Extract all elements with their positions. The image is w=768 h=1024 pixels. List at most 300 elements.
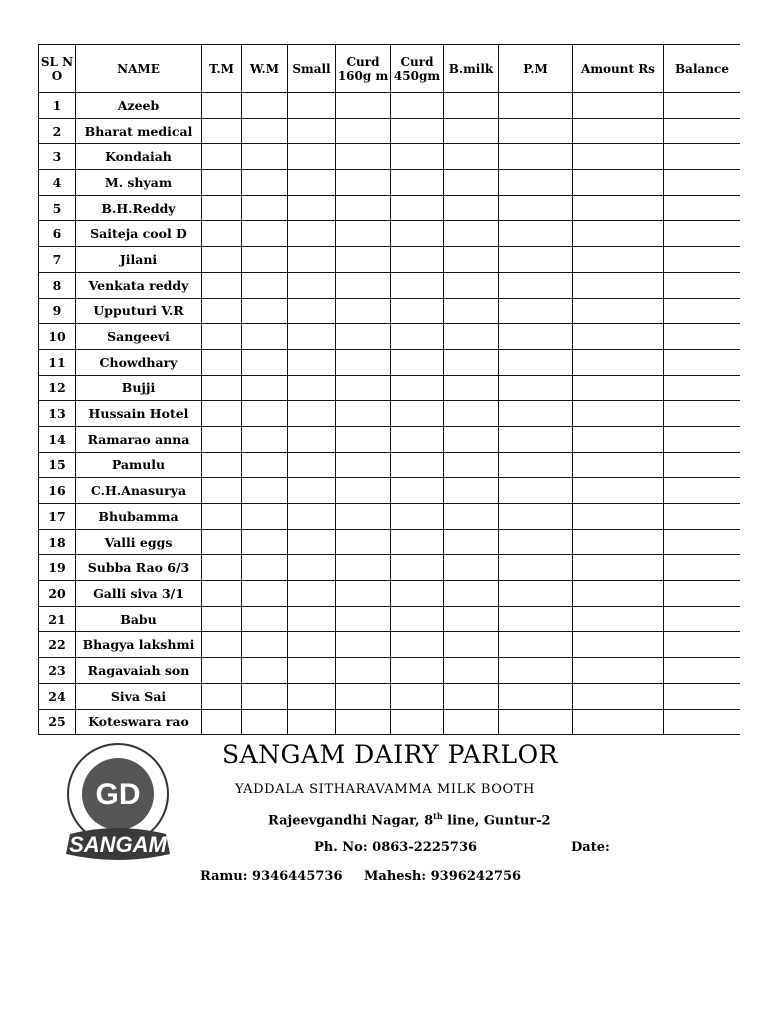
- cell-amount[interactable]: [573, 401, 664, 427]
- table-row: [39, 478, 741, 504]
- cell-bmilk[interactable]: [444, 658, 499, 684]
- cell-pm[interactable]: [499, 195, 573, 221]
- cell-small[interactable]: [288, 272, 336, 298]
- cell-wm[interactable]: [242, 426, 288, 452]
- cell-tm[interactable]: [202, 452, 242, 478]
- cell-wm[interactable]: [242, 683, 288, 709]
- table-row: [39, 247, 741, 273]
- cell-name: Ramarao anna: [76, 426, 202, 452]
- cell-small[interactable]: [288, 452, 336, 478]
- cell-sl: 1: [39, 93, 76, 119]
- cell-curd160[interactable]: [336, 195, 391, 221]
- cell-name: B.H.Reddy: [76, 195, 202, 221]
- cell-wm[interactable]: [242, 478, 288, 504]
- header-tm: T.M: [202, 45, 242, 93]
- cell-small[interactable]: [288, 401, 336, 427]
- cell-pm[interactable]: [499, 581, 573, 607]
- cell-wm[interactable]: [242, 298, 288, 324]
- cell-balance[interactable]: [664, 144, 741, 170]
- cell-curd450[interactable]: [391, 324, 444, 350]
- contact-ramu: Ramu: 9346445736: [200, 869, 343, 884]
- cell-balance[interactable]: [664, 375, 741, 401]
- cell-tm[interactable]: [202, 478, 242, 504]
- cell-curd160[interactable]: [336, 658, 391, 684]
- cell-small[interactable]: [288, 555, 336, 581]
- cell-sl: 17: [39, 504, 76, 530]
- cell-balance[interactable]: [664, 683, 741, 709]
- cell-wm[interactable]: [242, 632, 288, 658]
- cell-wm[interactable]: [242, 375, 288, 401]
- cell-amount[interactable]: [573, 247, 664, 273]
- cell-amount[interactable]: [573, 529, 664, 555]
- cell-bmilk[interactable]: [444, 195, 499, 221]
- cell-tm[interactable]: [202, 606, 242, 632]
- cell-balance[interactable]: [664, 349, 741, 375]
- cell-tm[interactable]: [202, 221, 242, 247]
- cell-small[interactable]: [288, 504, 336, 530]
- cell-bmilk[interactable]: [444, 349, 499, 375]
- cell-pm[interactable]: [499, 606, 573, 632]
- cell-name: M. shyam: [76, 170, 202, 196]
- cell-balance[interactable]: [664, 581, 741, 607]
- cell-tm[interactable]: [202, 581, 242, 607]
- cell-curd450[interactable]: [391, 606, 444, 632]
- cell-bmilk[interactable]: [444, 426, 499, 452]
- cell-pm[interactable]: [499, 221, 573, 247]
- cell-name: Ragavaiah son: [76, 658, 202, 684]
- cell-curd450[interactable]: [391, 170, 444, 196]
- cell-name: Upputuri V.R: [76, 298, 202, 324]
- cell-curd450[interactable]: [391, 118, 444, 144]
- cell-name: Bujji: [76, 375, 202, 401]
- cell-wm[interactable]: [242, 247, 288, 273]
- cell-amount[interactable]: [573, 170, 664, 196]
- cell-sl: 16: [39, 478, 76, 504]
- table-row: [39, 504, 741, 530]
- cell-curd450[interactable]: [391, 478, 444, 504]
- cell-wm[interactable]: [242, 118, 288, 144]
- cell-pm[interactable]: [499, 683, 573, 709]
- address: [268, 811, 551, 828]
- cell-pm[interactable]: [499, 632, 573, 658]
- cell-pm[interactable]: [499, 401, 573, 427]
- cell-bmilk[interactable]: [444, 401, 499, 427]
- cell-curd450[interactable]: [391, 272, 444, 298]
- cell-small[interactable]: [288, 247, 336, 273]
- cell-tm[interactable]: [202, 504, 242, 530]
- cell-curd160[interactable]: [336, 144, 391, 170]
- cell-balance[interactable]: [664, 221, 741, 247]
- cell-curd450[interactable]: [391, 529, 444, 555]
- phone-number: Ph. No: 0863-2225736: [314, 840, 478, 855]
- cell-sl: 20: [39, 581, 76, 607]
- cell-small[interactable]: [288, 375, 336, 401]
- cell-amount[interactable]: [573, 606, 664, 632]
- cell-amount[interactable]: [573, 504, 664, 530]
- cell-wm[interactable]: [242, 93, 288, 119]
- cell-bmilk[interactable]: [444, 606, 499, 632]
- table-row: [39, 118, 741, 144]
- cell-sl: 14: [39, 426, 76, 452]
- cell-curd160[interactable]: [336, 375, 391, 401]
- cell-pm[interactable]: [499, 272, 573, 298]
- cell-wm[interactable]: [242, 144, 288, 170]
- cell-bmilk[interactable]: [444, 529, 499, 555]
- cell-tm[interactable]: [202, 375, 242, 401]
- cell-balance[interactable]: [664, 529, 741, 555]
- cell-bmilk[interactable]: [444, 555, 499, 581]
- date-label: Date:: [571, 840, 610, 855]
- ledger-table-wrap: [38, 44, 740, 748]
- cell-amount[interactable]: [573, 632, 664, 658]
- cell-tm[interactable]: [202, 170, 242, 196]
- cell-curd450[interactable]: [391, 683, 444, 709]
- cell-curd450[interactable]: [391, 426, 444, 452]
- cell-pm[interactable]: [499, 349, 573, 375]
- cell-small[interactable]: [288, 683, 336, 709]
- cell-sl: 15: [39, 452, 76, 478]
- cell-wm[interactable]: [242, 170, 288, 196]
- cell-amount[interactable]: [573, 118, 664, 144]
- cell-wm[interactable]: [242, 195, 288, 221]
- cell-small[interactable]: [288, 632, 336, 658]
- cell-small[interactable]: [288, 709, 336, 735]
- table-row: [39, 144, 741, 170]
- cell-pm[interactable]: [499, 709, 573, 735]
- header-sl: SL N O: [39, 45, 76, 93]
- cell-wm[interactable]: [242, 452, 288, 478]
- cell-pm[interactable]: [499, 504, 573, 530]
- table-row: [39, 221, 741, 247]
- cell-amount[interactable]: [573, 298, 664, 324]
- cell-bmilk[interactable]: [444, 144, 499, 170]
- cell-wm[interactable]: [242, 272, 288, 298]
- cell-tm[interactable]: [202, 632, 242, 658]
- cell-balance[interactable]: [664, 555, 741, 581]
- cell-name: Siva Sai: [76, 683, 202, 709]
- cell-balance[interactable]: [664, 632, 741, 658]
- cell-tm[interactable]: [202, 401, 242, 427]
- cell-sl: 19: [39, 555, 76, 581]
- cell-pm[interactable]: [499, 452, 573, 478]
- cell-amount[interactable]: [573, 426, 664, 452]
- cell-name: Azeeb: [76, 93, 202, 119]
- header-curd160: Curd 160g m: [336, 45, 391, 93]
- cell-tm[interactable]: [202, 658, 242, 684]
- cell-name: Kondaiah: [76, 144, 202, 170]
- cell-tm[interactable]: [202, 247, 242, 273]
- logo-wordmark: SANGAM: [69, 832, 167, 857]
- cell-bmilk[interactable]: [444, 581, 499, 607]
- cell-name: Koteswara rao: [76, 709, 202, 735]
- cell-curd450[interactable]: [391, 375, 444, 401]
- cell-pm[interactable]: [499, 247, 573, 273]
- cell-curd160[interactable]: [336, 555, 391, 581]
- cell-amount[interactable]: [573, 221, 664, 247]
- cell-sl: 12: [39, 375, 76, 401]
- cell-curd160[interactable]: [336, 709, 391, 735]
- cell-curd160[interactable]: [336, 529, 391, 555]
- cell-amount[interactable]: [573, 709, 664, 735]
- cell-bmilk[interactable]: [444, 452, 499, 478]
- cell-pm[interactable]: [499, 529, 573, 555]
- cell-amount[interactable]: [573, 93, 664, 119]
- cell-curd450[interactable]: [391, 658, 444, 684]
- table-row: [39, 349, 741, 375]
- cell-tm[interactable]: [202, 298, 242, 324]
- cell-name: Bharat medical: [76, 118, 202, 144]
- cell-balance[interactable]: [664, 426, 741, 452]
- cell-curd160[interactable]: [336, 478, 391, 504]
- cell-balance[interactable]: [664, 272, 741, 298]
- cell-amount[interactable]: [573, 555, 664, 581]
- cell-small[interactable]: [288, 324, 336, 350]
- cell-name: Jilani: [76, 247, 202, 273]
- cell-amount[interactable]: [573, 195, 664, 221]
- cell-sl: 6: [39, 221, 76, 247]
- table-row: [39, 93, 741, 119]
- header-name: NAME: [76, 45, 202, 93]
- cell-small[interactable]: [288, 658, 336, 684]
- cell-pm[interactable]: [499, 298, 573, 324]
- cell-balance[interactable]: [664, 247, 741, 273]
- cell-curd450[interactable]: [391, 401, 444, 427]
- cell-bmilk[interactable]: [444, 324, 499, 350]
- cell-curd160[interactable]: [336, 683, 391, 709]
- cell-pm[interactable]: [499, 478, 573, 504]
- cell-sl: 5: [39, 195, 76, 221]
- header-wm: W.M: [242, 45, 288, 93]
- cell-curd160[interactable]: [336, 118, 391, 144]
- cell-curd450[interactable]: [391, 221, 444, 247]
- cell-sl: 25: [39, 709, 76, 735]
- cell-bmilk[interactable]: [444, 375, 499, 401]
- cell-pm[interactable]: [499, 426, 573, 452]
- cell-tm[interactable]: [202, 144, 242, 170]
- ledger-table: [38, 44, 740, 735]
- cell-balance[interactable]: [664, 709, 741, 735]
- parlor-title: SANGAM DAIRY PARLOR: [222, 740, 558, 769]
- cell-curd450[interactable]: [391, 504, 444, 530]
- cell-curd160[interactable]: [336, 581, 391, 607]
- cell-tm[interactable]: [202, 555, 242, 581]
- cell-tm[interactable]: [202, 118, 242, 144]
- cell-amount[interactable]: [573, 581, 664, 607]
- table-row: [39, 170, 741, 196]
- cell-name: Bhagya lakshmi: [76, 632, 202, 658]
- cell-wm[interactable]: [242, 349, 288, 375]
- cell-curd450[interactable]: [391, 555, 444, 581]
- cell-balance[interactable]: [664, 478, 741, 504]
- cell-tm[interactable]: [202, 529, 242, 555]
- cell-curd160[interactable]: [336, 632, 391, 658]
- cell-small[interactable]: [288, 195, 336, 221]
- cell-curd450[interactable]: [391, 144, 444, 170]
- cell-small[interactable]: [288, 170, 336, 196]
- cell-pm[interactable]: [499, 144, 573, 170]
- cell-bmilk[interactable]: [444, 170, 499, 196]
- cell-small[interactable]: [288, 606, 336, 632]
- header-balance: Balance: [664, 45, 741, 93]
- cell-tm[interactable]: [202, 195, 242, 221]
- cell-tm[interactable]: [202, 93, 242, 119]
- cell-small[interactable]: [288, 93, 336, 119]
- cell-amount[interactable]: [573, 478, 664, 504]
- table-row: [39, 195, 741, 221]
- cell-balance[interactable]: [664, 170, 741, 196]
- cell-curd160[interactable]: [336, 349, 391, 375]
- cell-curd450[interactable]: [391, 298, 444, 324]
- cell-sl: 21: [39, 606, 76, 632]
- cell-bmilk[interactable]: [444, 272, 499, 298]
- cell-balance[interactable]: [664, 452, 741, 478]
- table-row: [39, 683, 741, 709]
- cell-wm[interactable]: [242, 709, 288, 735]
- cell-curd160[interactable]: [336, 93, 391, 119]
- cell-balance[interactable]: [664, 658, 741, 684]
- cell-small[interactable]: [288, 478, 336, 504]
- cell-amount[interactable]: [573, 452, 664, 478]
- cell-balance[interactable]: [664, 401, 741, 427]
- cell-small[interactable]: [288, 349, 336, 375]
- cell-curd160[interactable]: [336, 426, 391, 452]
- cell-bmilk[interactable]: [444, 504, 499, 530]
- cell-name: C.H.Anasurya: [76, 478, 202, 504]
- cell-curd450[interactable]: [391, 93, 444, 119]
- cell-pm[interactable]: [499, 170, 573, 196]
- cell-small[interactable]: [288, 529, 336, 555]
- cell-wm[interactable]: [242, 401, 288, 427]
- cell-small[interactable]: [288, 118, 336, 144]
- cell-wm[interactable]: [242, 324, 288, 350]
- cell-bmilk[interactable]: [444, 478, 499, 504]
- cell-balance[interactable]: [664, 298, 741, 324]
- table-row: [39, 272, 741, 298]
- cell-curd160[interactable]: [336, 247, 391, 273]
- cell-balance[interactable]: [664, 93, 741, 119]
- cell-bmilk[interactable]: [444, 221, 499, 247]
- cell-curd160[interactable]: [336, 324, 391, 350]
- cell-curd450[interactable]: [391, 349, 444, 375]
- table-row: [39, 658, 741, 684]
- table-row: [39, 606, 741, 632]
- cell-tm[interactable]: [202, 349, 242, 375]
- cell-wm[interactable]: [242, 504, 288, 530]
- cell-balance[interactable]: [664, 195, 741, 221]
- cell-curd160[interactable]: [336, 272, 391, 298]
- cell-wm[interactable]: [242, 606, 288, 632]
- cell-balance[interactable]: [664, 504, 741, 530]
- cell-pm[interactable]: [499, 93, 573, 119]
- cell-bmilk[interactable]: [444, 709, 499, 735]
- cell-sl: 4: [39, 170, 76, 196]
- cell-wm[interactable]: [242, 221, 288, 247]
- booth-name: YADDALA SITHARAVAMMA MILK BOOTH: [235, 782, 535, 797]
- cell-sl: 9: [39, 298, 76, 324]
- cell-wm[interactable]: [242, 555, 288, 581]
- cell-tm[interactable]: [202, 272, 242, 298]
- cell-bmilk[interactable]: [444, 683, 499, 709]
- cell-curd450[interactable]: [391, 452, 444, 478]
- cell-pm[interactable]: [499, 324, 573, 350]
- cell-wm[interactable]: [242, 529, 288, 555]
- cell-bmilk[interactable]: [444, 247, 499, 273]
- cell-pm[interactable]: [499, 658, 573, 684]
- cell-pm[interactable]: [499, 375, 573, 401]
- cell-bmilk[interactable]: [444, 632, 499, 658]
- cell-name: Valli eggs: [76, 529, 202, 555]
- cell-small[interactable]: [288, 298, 336, 324]
- cell-small[interactable]: [288, 221, 336, 247]
- cell-sl: 18: [39, 529, 76, 555]
- address-part: line, Guntur-2: [442, 813, 551, 829]
- cell-curd160[interactable]: [336, 452, 391, 478]
- cell-amount[interactable]: [573, 375, 664, 401]
- cell-small[interactable]: [288, 581, 336, 607]
- cell-curd160[interactable]: [336, 401, 391, 427]
- cell-bmilk[interactable]: [444, 93, 499, 119]
- table-row: [39, 426, 741, 452]
- cell-curd450[interactable]: [391, 632, 444, 658]
- address-part: Rajeevgandhi Nagar, 8: [268, 813, 434, 829]
- cell-amount[interactable]: [573, 272, 664, 298]
- header-curd450: Curd 450gm: [391, 45, 444, 93]
- cell-amount[interactable]: [573, 658, 664, 684]
- cell-tm[interactable]: [202, 683, 242, 709]
- cell-curd450[interactable]: [391, 247, 444, 273]
- cell-balance[interactable]: [664, 324, 741, 350]
- cell-small[interactable]: [288, 426, 336, 452]
- cell-pm[interactable]: [499, 118, 573, 144]
- cell-bmilk[interactable]: [444, 118, 499, 144]
- cell-wm[interactable]: [242, 581, 288, 607]
- cell-sl: 3: [39, 144, 76, 170]
- cell-curd450[interactable]: [391, 581, 444, 607]
- table-row: [39, 555, 741, 581]
- cell-curd160[interactable]: [336, 504, 391, 530]
- cell-bmilk[interactable]: [444, 298, 499, 324]
- cell-name: Venkata reddy: [76, 272, 202, 298]
- header-pm: P.M: [499, 45, 573, 93]
- cell-amount[interactable]: [573, 349, 664, 375]
- cell-name: Pamulu: [76, 452, 202, 478]
- cell-amount[interactable]: [573, 683, 664, 709]
- cell-tm[interactable]: [202, 324, 242, 350]
- table-row: [39, 375, 741, 401]
- cell-amount[interactable]: [573, 144, 664, 170]
- cell-wm[interactable]: [242, 658, 288, 684]
- cell-pm[interactable]: [499, 555, 573, 581]
- cell-balance[interactable]: [664, 606, 741, 632]
- cell-name: Babu: [76, 606, 202, 632]
- table-row: [39, 401, 741, 427]
- cell-curd160[interactable]: [336, 170, 391, 196]
- cell-amount[interactable]: [573, 324, 664, 350]
- cell-tm[interactable]: [202, 426, 242, 452]
- cell-curd160[interactable]: [336, 298, 391, 324]
- cell-curd160[interactable]: [336, 221, 391, 247]
- table-row: [39, 709, 741, 735]
- cell-tm[interactable]: [202, 709, 242, 735]
- cell-curd160[interactable]: [336, 606, 391, 632]
- table-row: [39, 298, 741, 324]
- cell-balance[interactable]: [664, 118, 741, 144]
- cell-small[interactable]: [288, 144, 336, 170]
- cell-sl: 7: [39, 247, 76, 273]
- cell-sl: 22: [39, 632, 76, 658]
- cell-curd450[interactable]: [391, 709, 444, 735]
- cell-curd450[interactable]: [391, 195, 444, 221]
